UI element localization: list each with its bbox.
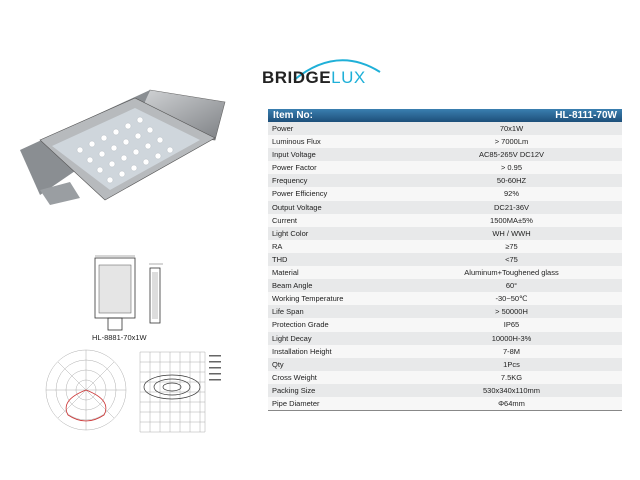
spec-row — [268, 161, 622, 174]
item-no-label: Item No: — [273, 110, 313, 121]
spec-row — [268, 253, 622, 266]
brand-part2: LUX — [331, 68, 366, 87]
spec-key: RA — [272, 241, 283, 251]
spec-rows — [268, 122, 622, 411]
spec-value: 92% — [503, 189, 519, 199]
spec-value: -30~50℃ — [495, 294, 528, 304]
spec-key: Installation Height — [272, 346, 332, 356]
spec-key: Material — [272, 268, 299, 278]
spec-row — [268, 318, 622, 331]
spec-value: WH / WWH — [492, 228, 531, 238]
spec-key: Beam Angle — [272, 281, 313, 291]
spec-value: > 7000Lm — [494, 137, 529, 147]
spec-row — [268, 332, 622, 345]
spec-key: Packing Size — [272, 385, 316, 395]
spec-key: Life Span — [272, 307, 304, 317]
spec-key: THD — [272, 254, 288, 264]
spec-value: 530x340x110mm — [483, 385, 540, 395]
spec-key: Cross Weight — [272, 372, 317, 382]
spec-key: Light Decay — [272, 333, 312, 343]
side-view-drawing — [145, 262, 167, 332]
spec-key: Working Temperature — [272, 294, 344, 304]
spec-value: Aluminum+Toughened glass — [464, 268, 559, 278]
spec-row — [268, 384, 622, 397]
spec-row — [268, 345, 622, 358]
front-view-drawing — [90, 255, 140, 335]
spec-value: 60° — [505, 281, 518, 291]
spec-key: Pipe Diameter — [272, 398, 320, 408]
spec-value: <75 — [505, 254, 518, 264]
polar-distribution-chart — [40, 345, 132, 435]
spec-row — [268, 214, 622, 227]
spec-key: Output Voltage — [272, 202, 322, 212]
drawing-model-label: HL-8881-70x1W — [92, 333, 147, 342]
spec-header — [268, 109, 622, 122]
item-model: HL-8111-70W — [555, 110, 617, 121]
spec-row — [268, 358, 622, 371]
spec-table — [268, 109, 622, 411]
spec-key: Power Efficiency — [272, 189, 328, 199]
spec-value: IP65 — [503, 320, 520, 330]
spec-value: > 0.95 — [500, 163, 523, 173]
isolux-grid-chart — [135, 347, 235, 437]
spec-row — [268, 305, 622, 318]
spec-value: Φ64mm — [498, 398, 525, 408]
spec-value: 7.5KG — [500, 372, 523, 382]
spec-key: Light Color — [272, 228, 309, 238]
spec-key: Luminous Flux — [272, 137, 321, 147]
spec-row — [268, 371, 622, 384]
street-lamp-image — [10, 80, 260, 210]
spec-row — [268, 174, 622, 187]
spec-value: > 50000H — [495, 307, 528, 317]
spec-key: Power — [272, 124, 294, 133]
spec-row — [268, 240, 622, 253]
brand-part1: BRIDGE — [262, 68, 332, 87]
spec-value: 1Pcs — [503, 359, 520, 369]
spec-value: 7-8M — [502, 346, 521, 356]
spec-key: Frequency — [272, 176, 308, 186]
spec-value: 50-60HZ — [496, 176, 527, 186]
spec-row — [268, 266, 622, 279]
spec-row — [268, 122, 622, 135]
spec-value: 1500MA±5% — [490, 215, 533, 225]
bridgelux-logo — [262, 50, 382, 88]
spec-row — [268, 227, 622, 240]
spec-value: 10000H-3% — [491, 333, 532, 343]
spec-row — [268, 279, 622, 292]
spec-key: Current — [272, 215, 298, 225]
spec-value: ≥75 — [505, 241, 518, 251]
spec-key: Power Factor — [272, 163, 317, 173]
spec-key: Input Voltage — [272, 150, 316, 160]
spec-row — [268, 148, 622, 161]
spec-value: AC85-265V DC12V — [478, 150, 545, 160]
spec-row — [268, 201, 622, 214]
spec-row — [268, 187, 622, 200]
spec-row — [268, 135, 622, 148]
spec-row — [268, 292, 622, 305]
spec-key: Protection Grade — [272, 320, 329, 330]
spec-row — [268, 397, 622, 411]
spec-value: 70x1W — [499, 124, 524, 133]
spec-key: Qty — [272, 359, 284, 369]
spec-value: DC21-36V — [493, 202, 530, 212]
